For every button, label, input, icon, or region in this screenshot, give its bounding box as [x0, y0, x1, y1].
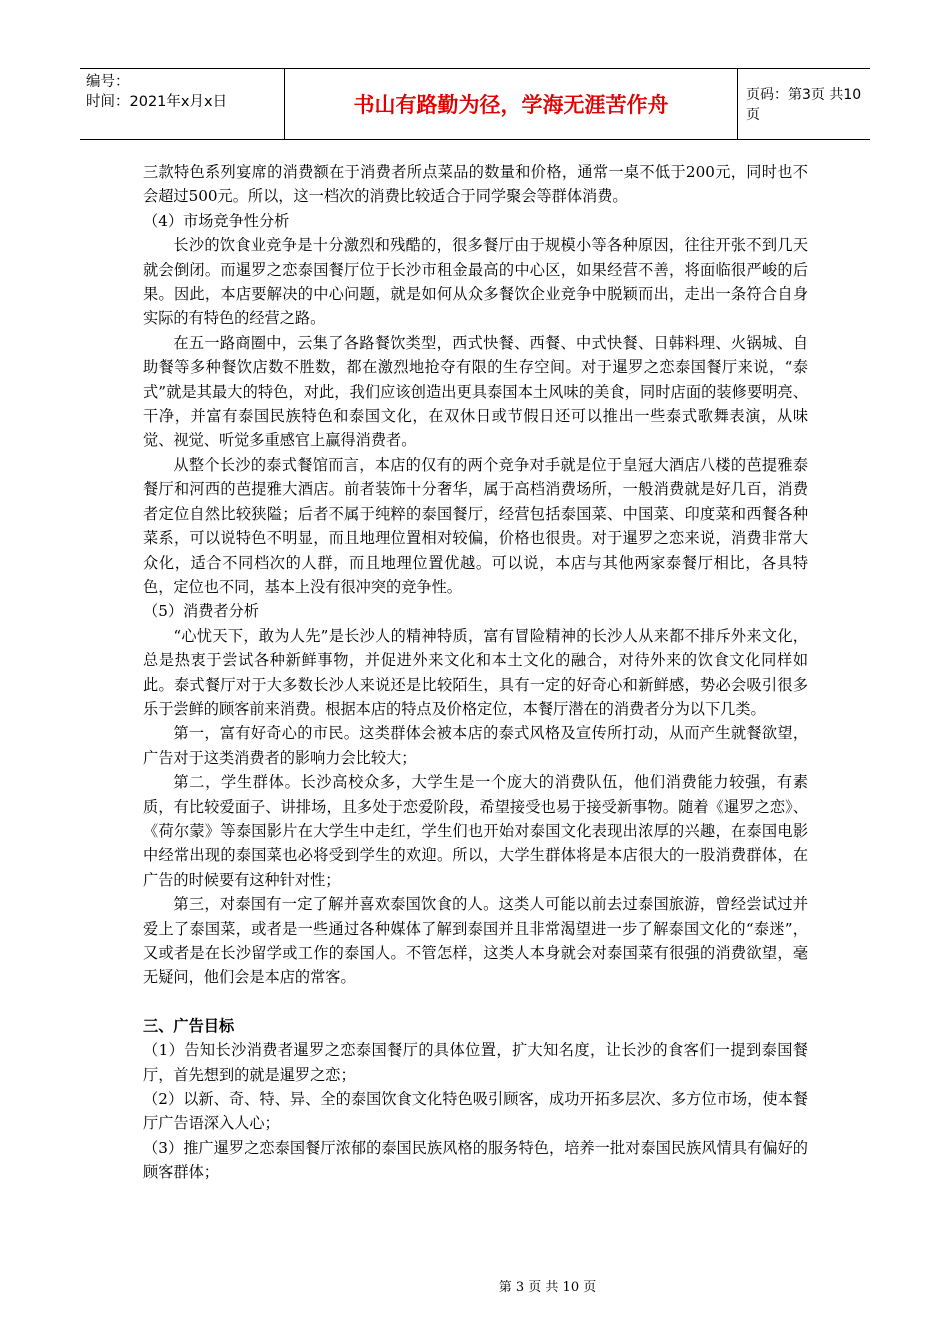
body-paragraph: （1）告知长沙消费者暹罗之恋泰国餐厅的具体位置，扩大知名度，让长沙的食客们一提到泰国餐厅，首先想到的就是暹罗之恋； — [143, 1041, 808, 1084]
header-page-label: 页码：第3页 共10页 — [746, 87, 862, 123]
body-paragraph: 第二，学生群体。长沙高校众多，大学生是一个庞大的消费队伍，他们消费能力较强，有素质，有比较爱面子、讲排场，且多处于恋爱阶段，希望接受也易于接受新事物。随着《暹罗之恋》、《荷尔蒙》等泰国影片在大学生中走红，学生们也开始对泰国文化表现出浓厚的兴趣，在泰国电影中经常出现的泰国菜也必将受到学生的欢迎。所以，大学生群体将是本店很大的一股消费群体，在广告的时候要有这种针对性； — [143, 773, 808, 889]
header-table — [80, 68, 870, 140]
document-time-label: 时间：2021年x月x日 — [86, 94, 228, 110]
body-paragraph: （3）推广暹罗之恋泰国餐厅浓郁的泰国民族风格的服务特色，培养一批对泰国民族风情具有偏好的顾客群体； — [143, 1138, 808, 1182]
footer-page-number: 第 3 页 共 10 页 — [498, 1280, 597, 1295]
body-paragraph: “心忧天下，敢为人先”是长沙人的精神特质，富有冒险精神的长沙人从来都不排斥外来文化，总是热衷于尝试各种新鲜事物，并促进外来文化和本土文化的融合，对待外来的饮食文化同样如此。泰式餐厅对于大多数长沙人来说还是比较陌生，具有一定的好奇心和新鲜感，势必会吸引很多乐于尝鲜的顾客前来消费。根据本店的特点及价格定位，本餐厅潜在的消费者分为以下几类。 — [143, 626, 808, 718]
page-footer — [0, 1276, 950, 1295]
body-paragraph: （2）以新、奇、特、异、全的泰国饮食文化特色吸引顾客，成功开拓多层次、多方位市场，使本餐厅广告语深入人心； — [143, 1090, 808, 1133]
body-paragraph: （4）市场竞争性分析 — [143, 211, 290, 230]
body-paragraph: 从整个长沙的泰式餐馆而言，本店的仅有的两个竞争对手就是位于皇冠大酒店八楼的芭提雅泰餐厅和河西的芭提雅大酒店。前者装饰十分奢华，属于高档消费场所，一般消费就是好几百，消费者定位自然比较狭隘；后者不属于纯粹的泰国餐厅，经营包括泰国菜、中国菜、印度菜和西餐各种菜系，可以说特色不明显，而且地理位置相对较偏，价格也很贵。对于暹罗之恋来说，消费非常大众化，适合不同档次的人群，而且地理位置优越。可以说，本店与其他两家泰餐厅相比，各具特色，定位也不同，基本上没有很冲突的竞争性。 — [143, 455, 808, 596]
document-number-label: 编号： — [86, 74, 130, 90]
body-paragraph: （5）消费者分析 — [143, 602, 259, 621]
body-paragraph: 三款特色系列宴席的消费额在于消费者所点菜品的数量和价格，通常一桌不低于200元，同时也不会超过500元。所以，这一档次的消费比较适合于同学聚会等群体消费。 — [143, 163, 808, 206]
section-heading: 三、广告目标 — [143, 1016, 235, 1035]
header-motto: 书山有路勤为径，学海无涯苦作舟 — [285, 69, 738, 139]
body-paragraph: 在五一路商圈中，云集了各路餐饮类型，西式快餐、西餐、中式快餐、日韩料理、火锅城、自助餐等多种餐饮店数不胜数，都在激烈地抢夺有限的生存空间。对于暹罗之恋泰国餐厅来说，“泰式”就是其最大的特色，对此，我们应该创造出更具泰国本土风味的美食，同时店面的装修要明亮、干净，并富有泰国民族特色和泰国文化，在双休日或节假日还可以推出一些泰式歌舞表演，从味觉、视觉、听觉多重感官上赢得消费者。 — [143, 333, 808, 450]
body-paragraph: 长沙的饮食业竞争是十分激烈和残酷的，很多餐厅由于规模小等各种原因，往往开张不到几天就会倒闭。而暹罗之恋泰国餐厅位于长沙市租金最高的中心区，如果经营不善，将面临很严峻的后果。因此，本店要解决的中心问题，就是如何从众多餐饮企业竞争中脱颖而出，走出一条符合自身实际的有特色的经营之路。 — [143, 236, 808, 328]
document-body — [143, 160, 808, 1185]
body-paragraph: 第三，对泰国有一定了解并喜欢泰国饮食的人。这类人可能以前去过泰国旅游，曾经尝试过并爱上了泰国菜，或者是一些通过各种媒体了解到泰国并且非常渴望进一步了解泰国文化的“泰迷”，又或者是在长沙留学或工作的泰国人。不管怎样，这类人本身就会对泰国菜有很强的消费欲望，毫无疑问，他们会是本店的常客。 — [143, 895, 808, 987]
body-paragraph: 第一，富有好奇心的市民。这类群体会被本店的泰式风格及宣传所打动，从而产生就餐欲望，广告对于这类消费者的影响力会比较大； — [143, 724, 808, 767]
header-meta-cell — [80, 69, 285, 139]
